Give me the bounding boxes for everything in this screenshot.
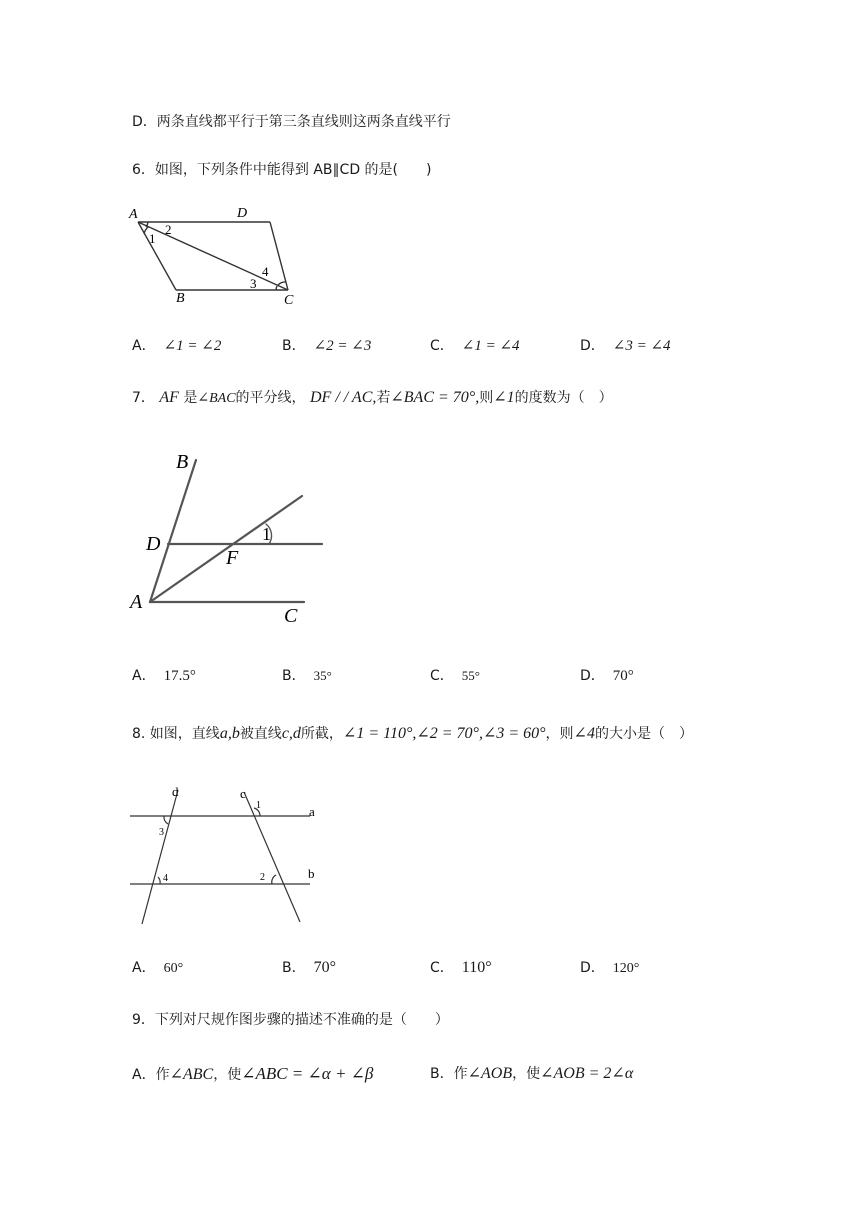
q8-label-d: d	[172, 784, 179, 799]
q6-option-b[interactable]: B． ∠2 = ∠3	[282, 338, 372, 354]
q8-label-4: 4	[163, 873, 168, 884]
q6-option-a[interactable]: A． ∠1 = ∠2	[132, 338, 222, 354]
q8-label-1: 1	[256, 800, 261, 811]
q8-figure	[126, 778, 326, 928]
q8-label-c: c	[240, 786, 246, 801]
q8-option-b[interactable]: B． 70°	[282, 959, 337, 976]
q6-arc-angle-4	[278, 282, 286, 285]
q6-option-c[interactable]: C． ∠1 = ∠4	[430, 338, 520, 354]
q7-option-b[interactable]: B． 35°	[282, 668, 332, 684]
q6-label-d: D	[237, 206, 248, 221]
q8-arc-angle-2	[272, 875, 276, 884]
q7-label-c: C	[284, 605, 298, 627]
q6-stem: 6．如图，下列条件中能得到 AB∥CD 的是( )	[132, 162, 432, 178]
q8-arc-angle-4	[158, 877, 160, 884]
q6-figure	[126, 200, 306, 308]
q8-label-3: 3	[159, 827, 164, 838]
q9-option-b[interactable]: B．作∠AOB，使∠AOB = 2∠α	[430, 1065, 634, 1082]
q7-label-d: D	[146, 533, 161, 555]
q6-label-4: 4	[262, 264, 269, 279]
q6-label-1: 1	[149, 231, 156, 246]
q6-label-a: A	[129, 207, 138, 222]
q6-segment-dc	[270, 222, 288, 290]
q8-line-c	[244, 792, 300, 922]
q8-option-d[interactable]: D． 120°	[580, 960, 640, 976]
q7-label-b: B	[176, 451, 189, 473]
q7-stem: 7． AF 是∠BAC的平分线， DF / / AC,若∠BAC = 70°,则∠1的度数为（ ）	[132, 389, 613, 406]
q8-option-c[interactable]: C． 110°	[430, 959, 492, 976]
q7-option-c[interactable]: C． 55°	[430, 668, 480, 684]
q9-stem: 9．下列对尺规作图步骤的描述不准确的是（ ）	[132, 1012, 449, 1028]
q6-diagonal-ac	[138, 222, 288, 290]
q9-option-a[interactable]: A．作∠ABC，使∠ABC = ∠α + ∠β	[132, 1064, 374, 1083]
q8-option-a[interactable]: A． 60°	[132, 960, 184, 976]
q7-ray-ab	[150, 460, 196, 602]
q7-option-a[interactable]: A． 17.5°	[132, 668, 196, 684]
q6-option-d[interactable]: D． ∠3 = ∠4	[580, 338, 671, 354]
q6-label-b: B	[176, 291, 185, 306]
q8-stem: 8. 如图，直线a,b被直线c,d所截，∠1 = 110°,∠2 = 70°,∠3 = 60°，则∠4的大小是（ ）	[132, 725, 693, 742]
q7-label-1: 1	[262, 524, 271, 544]
q5-option-d: D．两条直线都平行于第三条直线则这两条直线平行	[132, 114, 451, 130]
q8-line-d	[142, 790, 178, 924]
q7-figure	[126, 446, 326, 630]
q8-label-a: a	[309, 804, 315, 819]
q7-option-d[interactable]: D． 70°	[580, 668, 634, 684]
q7-label-a: A	[130, 591, 143, 613]
q6-label-2: 2	[165, 222, 172, 237]
q6-label-3: 3	[250, 276, 257, 291]
q8-label-b: b	[308, 866, 315, 881]
q6-arc-angle-1	[144, 227, 148, 234]
q6-label-c: C	[284, 293, 294, 308]
q8-label-2: 2	[260, 872, 265, 883]
q8-arc-angle-3	[164, 816, 168, 824]
q7-label-f: F	[226, 547, 239, 569]
